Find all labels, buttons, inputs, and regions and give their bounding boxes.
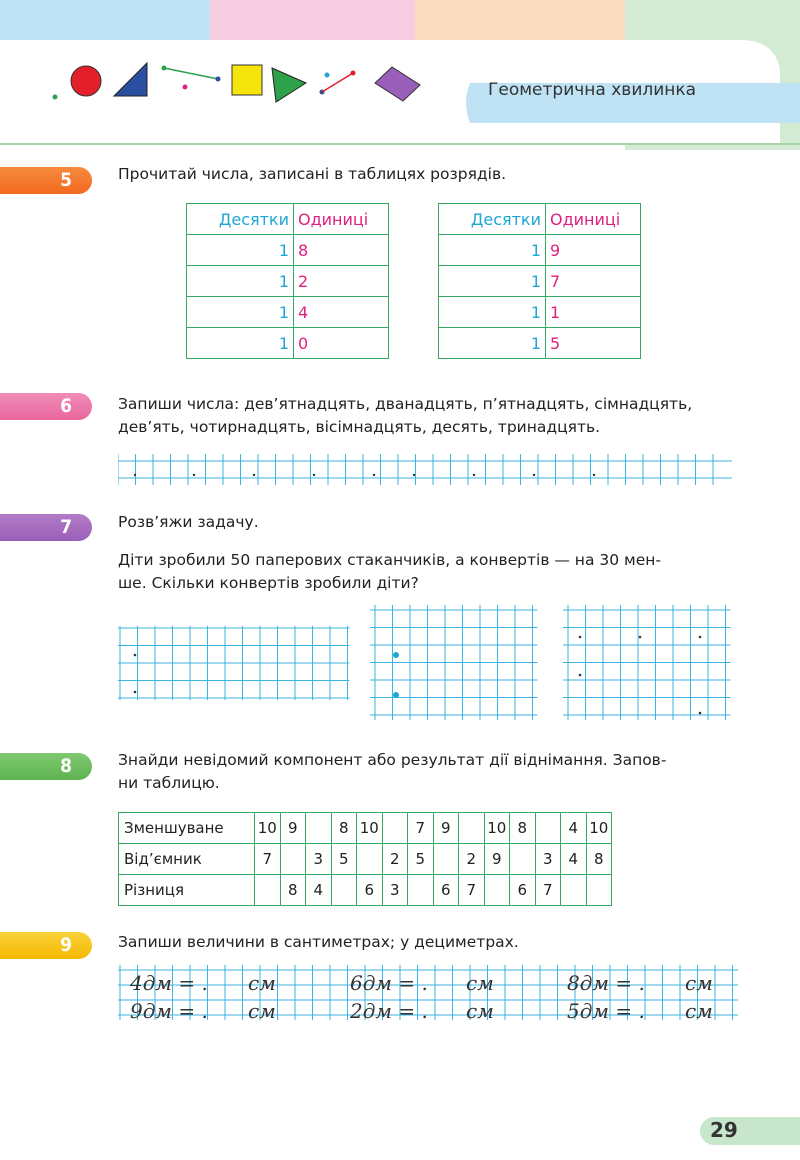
- writing-grid-task6: [118, 451, 738, 489]
- table-cell[interactable]: [433, 844, 459, 875]
- conversion-unit: см: [248, 999, 276, 1023]
- header-ones: Одиниці: [546, 204, 641, 235]
- table-cell[interactable]: [484, 875, 510, 906]
- task-5-badge: [0, 167, 92, 194]
- cell-ones: 9: [546, 235, 641, 266]
- task-8-text-line1: Знайди невідомий компонент або результат дії віднімання. Запов-: [118, 751, 667, 769]
- conversion-unit: см: [248, 971, 276, 995]
- table-cell[interactable]: [357, 844, 383, 875]
- task-7-text-line1: Діти зробили 50 паперових стаканчиків, а конвертів — на 30 мен-: [118, 551, 661, 569]
- cell-tens: 1: [439, 266, 546, 297]
- conversion-item: 9дм = .: [130, 999, 208, 1023]
- conversion-unit: см: [466, 971, 494, 995]
- writing-grid-task7-b: [370, 605, 542, 720]
- header-ones: Одиниці: [294, 204, 389, 235]
- table-cell[interactable]: 10: [586, 813, 612, 844]
- table-cell[interactable]: 6: [357, 875, 383, 906]
- table-cell[interactable]: [306, 813, 332, 844]
- cell-tens: 1: [187, 235, 294, 266]
- header-title: Геометрична хвилинка: [488, 80, 697, 100]
- cell-ones: 8: [294, 235, 389, 266]
- conversion-unit: см: [466, 999, 494, 1023]
- table-cell[interactable]: 4: [561, 813, 587, 844]
- row-label: Від’ємник: [119, 844, 255, 875]
- table-cell[interactable]: 3: [306, 844, 332, 875]
- table-cell[interactable]: 7: [408, 813, 434, 844]
- conversion-item: 5дм = .: [567, 999, 645, 1023]
- row-label: Зменшуване: [119, 813, 255, 844]
- subtraction-table-row: [119, 844, 612, 875]
- cell-ones: 4: [294, 297, 389, 328]
- table-cell[interactable]: 3: [382, 875, 408, 906]
- table-cell[interactable]: [586, 875, 612, 906]
- table-cell[interactable]: 9: [433, 813, 459, 844]
- cell-tens: 1: [439, 328, 546, 359]
- table-cell[interactable]: 6: [510, 875, 536, 906]
- table-cell[interactable]: 8: [280, 875, 306, 906]
- task-9-badge: [0, 932, 92, 959]
- cell-ones: 7: [546, 266, 641, 297]
- table-cell[interactable]: 10: [255, 813, 281, 844]
- table-cell[interactable]: 6: [433, 875, 459, 906]
- conversion-item: 6дм = .: [350, 971, 428, 995]
- top-strip-orange: [415, 0, 625, 40]
- cell-tens: 1: [187, 297, 294, 328]
- table-cell[interactable]: [459, 813, 485, 844]
- task-7-text-line0: Розв’яжи задачу.: [118, 513, 259, 531]
- task-6-text-line2: дев’ять, чотирнадцять, вісімнадцять, десять, тринадцять.: [118, 418, 601, 436]
- task-6-number: 6: [60, 395, 72, 417]
- task-7-number: 7: [60, 516, 72, 538]
- task-8-text-line2: ни таблицю.: [118, 774, 220, 792]
- table-cell[interactable]: 10: [484, 813, 510, 844]
- header-tens: Десятки: [187, 204, 294, 235]
- table-cell[interactable]: [561, 875, 587, 906]
- header-tens: Десятки: [439, 204, 546, 235]
- table-cell[interactable]: 8: [586, 844, 612, 875]
- top-strip-blue: [0, 0, 210, 40]
- table-cell[interactable]: 7: [255, 844, 281, 875]
- task-6-text-line1: Запиши числа: дев’ятнадцять, дванадцять, п’ятнадцять, сімнадцять,: [118, 395, 693, 413]
- conversion-item: 8дм = .: [567, 971, 645, 995]
- conversion-item: 4дм = .: [130, 971, 208, 995]
- task-9-number: 9: [60, 934, 72, 956]
- place-value-table-2: [438, 203, 641, 359]
- table-cell[interactable]: 5: [408, 844, 434, 875]
- table-cell[interactable]: [535, 813, 561, 844]
- cell-ones: 2: [294, 266, 389, 297]
- place-value-table-1: [186, 203, 389, 359]
- table-cell[interactable]: 7: [535, 875, 561, 906]
- table-cell[interactable]: 8: [510, 813, 536, 844]
- conversion-unit: см: [685, 971, 713, 995]
- cell-ones: 5: [546, 328, 641, 359]
- page-number-tab: [700, 1117, 800, 1145]
- cell-ones: 0: [294, 328, 389, 359]
- task-8-badge: [0, 753, 92, 780]
- task-9-text: Запиши величини в сантиметрах; у дециметрах.: [118, 933, 519, 951]
- table-cell[interactable]: [280, 844, 306, 875]
- task-6-badge: [0, 393, 92, 420]
- cell-tens: 1: [439, 297, 546, 328]
- conversion-item: 2дм = .: [350, 999, 428, 1023]
- table-cell[interactable]: [255, 875, 281, 906]
- subtraction-table-row: [119, 875, 612, 906]
- conversion-unit: см: [685, 999, 713, 1023]
- table-cell[interactable]: 8: [331, 813, 357, 844]
- row-label: Різниця: [119, 875, 255, 906]
- task-7-badge: [0, 514, 92, 541]
- task-7-text-line2: ше. Скільки конвертів зробили діти?: [118, 574, 419, 592]
- cell-tens: 1: [439, 235, 546, 266]
- table-cell[interactable]: 2: [382, 844, 408, 875]
- top-strip-pink: [210, 0, 415, 40]
- cell-tens: 1: [187, 266, 294, 297]
- task-5-number: 5: [60, 169, 72, 191]
- table-cell[interactable]: 3: [535, 844, 561, 875]
- table-cell[interactable]: 7: [459, 875, 485, 906]
- table-cell[interactable]: 4: [306, 875, 332, 906]
- page-number: 29: [710, 1118, 738, 1142]
- cell-ones: 1: [546, 297, 641, 328]
- writing-grid-task9: [118, 965, 738, 1020]
- writing-grid-task7-c: [563, 605, 735, 720]
- table-cell[interactable]: [382, 813, 408, 844]
- table-cell[interactable]: 9: [280, 813, 306, 844]
- table-cell[interactable]: 5: [331, 844, 357, 875]
- subtraction-table: [118, 812, 612, 906]
- subtraction-table-row: [119, 813, 612, 844]
- cell-tens: 1: [187, 328, 294, 359]
- task-5-text: Прочитай числа, записані в таблицях розрядів.: [118, 165, 506, 183]
- table-cell[interactable]: 2: [459, 844, 485, 875]
- table-cell[interactable]: [408, 875, 434, 906]
- table-cell[interactable]: [331, 875, 357, 906]
- table-cell[interactable]: [510, 844, 536, 875]
- geometry-shapes-icon: [40, 55, 430, 115]
- table-cell[interactable]: 10: [357, 813, 383, 844]
- task-8-number: 8: [60, 755, 72, 777]
- table-cell[interactable]: 9: [484, 844, 510, 875]
- writing-grid-task7-a: [118, 620, 354, 705]
- table-cell[interactable]: 4: [561, 844, 587, 875]
